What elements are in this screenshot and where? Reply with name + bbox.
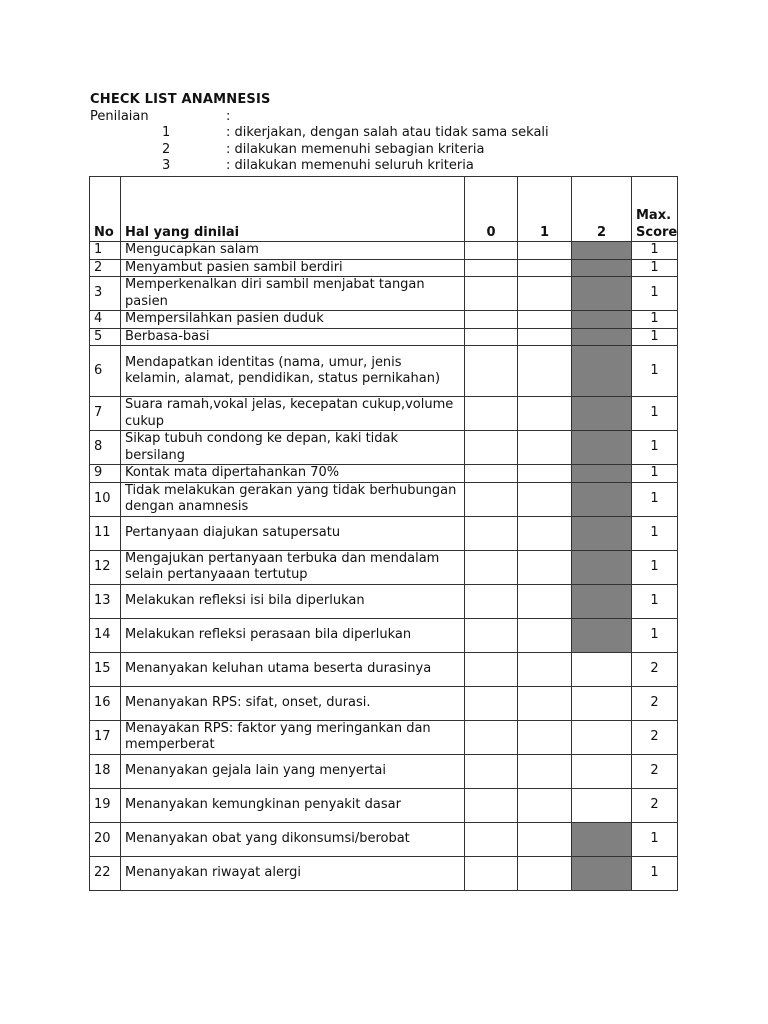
score-1-cell[interactable] [518,397,572,431]
criteria-number: 1 [162,125,171,140]
score-0-cell[interactable] [465,516,518,550]
row-item: Sikap tubuh condong ke depan, kaki tidak bersilang [121,431,465,465]
row-item: Mendapatkan identitas (nama, umur, jenis kelamin, alamat, pendidikan, status pernikahan) [121,346,465,397]
row-number: 19 [90,788,121,822]
criteria-number: 3 [162,158,171,173]
row-max-score: 1 [632,328,678,346]
row-item: Menanyakan RPS: sifat, onset, durasi. [121,686,465,720]
row-item: Mempersilahkan pasien duduk [121,311,465,329]
score-1-cell[interactable] [518,328,572,346]
score-0-cell[interactable] [465,618,518,652]
row-item: Memperkenalkan diri sambil menjabat tangan pasien [121,277,465,311]
score-0-cell[interactable] [465,652,518,686]
score-2-cell[interactable] [572,856,632,890]
score-0-cell[interactable] [465,397,518,431]
row-number: 6 [90,346,121,397]
table-row [90,242,678,260]
header-score-2: 2 [572,177,632,242]
row-number: 5 [90,328,121,346]
score-1-cell[interactable] [518,242,572,260]
score-0-cell[interactable] [465,277,518,311]
score-0-cell[interactable] [465,259,518,277]
table-header-row [90,177,678,242]
table-row [90,328,678,346]
row-item: Menanyakan gejala lain yang menyertai [121,754,465,788]
score-0-cell[interactable] [465,754,518,788]
score-1-cell[interactable] [518,431,572,465]
criteria-description: : dilakukan memenuhi seluruh kriteria [226,158,474,173]
table-row [90,431,678,465]
score-1-cell[interactable] [518,652,572,686]
score-1-cell[interactable] [518,822,572,856]
row-max-score: 1 [632,277,678,311]
row-number: 13 [90,584,121,618]
table-row [90,550,678,584]
table-row [90,652,678,686]
score-2-cell[interactable] [572,328,632,346]
score-0-cell[interactable] [465,465,518,483]
score-1-cell[interactable] [518,311,572,329]
score-0-cell[interactable] [465,856,518,890]
score-0-cell[interactable] [465,584,518,618]
header-item: Hal yang dinilai [121,177,465,242]
score-1-cell[interactable] [518,754,572,788]
row-max-score: 1 [632,618,678,652]
table-row [90,346,678,397]
row-number: 4 [90,311,121,329]
score-0-cell[interactable] [465,686,518,720]
criteria-description: : dikerjakan, dengan salah atau tidak sama sekali [226,125,549,140]
score-2-cell[interactable] [572,242,632,260]
score-2-cell[interactable] [572,822,632,856]
score-1-cell[interactable] [518,465,572,483]
header-max-score: Max. Score [632,177,678,242]
row-number: 11 [90,516,121,550]
score-1-cell[interactable] [518,584,572,618]
score-1-cell[interactable] [518,686,572,720]
row-max-score: 1 [632,397,678,431]
score-1-cell[interactable] [518,720,572,754]
row-item: Menanyakan kemungkinan penyakit dasar [121,788,465,822]
score-0-cell[interactable] [465,550,518,584]
table-row [90,584,678,618]
score-0-cell[interactable] [465,788,518,822]
score-2-cell[interactable] [572,720,632,754]
row-item: Pertanyaan diajukan satupersatu [121,516,465,550]
row-number: 18 [90,754,121,788]
score-1-cell[interactable] [518,788,572,822]
row-item: Melakukan refleksi perasaan bila diperlukan [121,618,465,652]
row-item: Melakukan refleksi isi bila diperlukan [121,584,465,618]
row-item: Kontak mata dipertahankan 70% [121,465,465,483]
row-item: Suara ramah,vokal jelas, kecepatan cukup,volume cukup [121,397,465,431]
row-item: Mengajukan pertanyaan terbuka dan mendalam selain pertanyaaan tertutup [121,550,465,584]
row-max-score: 1 [632,431,678,465]
header-score-1: 1 [518,177,572,242]
row-max-score: 1 [632,242,678,260]
score-2-cell[interactable] [572,259,632,277]
page-title: CHECK LIST ANAMNESIS [90,92,271,107]
score-1-cell[interactable] [518,259,572,277]
row-max-score: 1 [632,259,678,277]
row-item: Menyambut pasien sambil berdiri [121,259,465,277]
row-item: Menanyakan riwayat alergi [121,856,465,890]
score-1-cell[interactable] [518,618,572,652]
score-2-cell[interactable] [572,516,632,550]
score-1-cell[interactable] [518,346,572,397]
row-number: 16 [90,686,121,720]
row-number: 12 [90,550,121,584]
row-max-score: 1 [632,856,678,890]
row-max-score: 1 [632,346,678,397]
table-row [90,856,678,890]
row-max-score: 2 [632,652,678,686]
table-row [90,822,678,856]
score-2-cell[interactable] [572,277,632,311]
score-0-cell[interactable] [465,720,518,754]
row-max-score: 1 [632,482,678,516]
penilaian-label: Penilaian [90,109,149,124]
header-no: No [90,177,121,242]
score-1-cell[interactable] [518,277,572,311]
row-item: Menanyakan keluhan utama beserta durasinya [121,652,465,686]
row-max-score: 1 [632,550,678,584]
score-0-cell[interactable] [465,482,518,516]
row-number: 9 [90,465,121,483]
score-0-cell[interactable] [465,328,518,346]
score-2-cell[interactable] [572,618,632,652]
row-item: Berbasa-basi [121,328,465,346]
score-0-cell[interactable] [465,346,518,397]
table-row [90,754,678,788]
row-max-score: 1 [632,584,678,618]
table-row [90,482,678,516]
score-2-cell[interactable] [572,397,632,431]
penilaian-colon: : [226,109,231,124]
header-score-0: 0 [465,177,518,242]
criteria-description: : dilakukan memenuhi sebagian kriteria [226,142,485,157]
score-2-cell[interactable] [572,754,632,788]
row-item: Menayakan RPS: faktor yang meringankan dan memperberat [121,720,465,754]
checklist-body [90,242,678,891]
row-max-score: 1 [632,516,678,550]
table-row [90,465,678,483]
score-0-cell[interactable] [465,431,518,465]
score-2-cell[interactable] [572,465,632,483]
table-row [90,618,678,652]
row-number: 22 [90,856,121,890]
score-0-cell[interactable] [465,242,518,260]
score-2-cell[interactable] [572,346,632,397]
row-number: 14 [90,618,121,652]
row-item: Tidak melakukan gerakan yang tidak berhubungan dengan anamnesis [121,482,465,516]
table-row [90,516,678,550]
row-item: Mengucapkan salam [121,242,465,260]
table-row [90,720,678,754]
row-number: 20 [90,822,121,856]
score-1-cell[interactable] [518,550,572,584]
row-max-score: 1 [632,822,678,856]
score-2-cell[interactable] [572,550,632,584]
row-number: 10 [90,482,121,516]
table-row [90,259,678,277]
row-number: 3 [90,277,121,311]
score-0-cell[interactable] [465,822,518,856]
table-row [90,277,678,311]
row-number: 17 [90,720,121,754]
score-2-cell[interactable] [572,482,632,516]
row-item: Menanyakan obat yang dikonsumsi/berobat [121,822,465,856]
table-row [90,311,678,329]
score-2-cell[interactable] [572,311,632,329]
table-row [90,686,678,720]
row-number: 15 [90,652,121,686]
row-number: 7 [90,397,121,431]
row-number: 8 [90,431,121,465]
row-max-score: 2 [632,788,678,822]
row-max-score: 1 [632,465,678,483]
row-max-score: 2 [632,686,678,720]
checklist-table [89,176,678,891]
score-1-cell[interactable] [518,482,572,516]
row-number: 2 [90,259,121,277]
row-number: 1 [90,242,121,260]
score-2-cell[interactable] [572,584,632,618]
score-2-cell[interactable] [572,652,632,686]
score-2-cell[interactable] [572,431,632,465]
score-0-cell[interactable] [465,311,518,329]
score-1-cell[interactable] [518,856,572,890]
table-row [90,788,678,822]
row-max-score: 2 [632,720,678,754]
score-2-cell[interactable] [572,686,632,720]
criteria-number: 2 [162,142,171,157]
row-max-score: 2 [632,754,678,788]
score-2-cell[interactable] [572,788,632,822]
score-1-cell[interactable] [518,516,572,550]
table-row [90,397,678,431]
row-max-score: 1 [632,311,678,329]
